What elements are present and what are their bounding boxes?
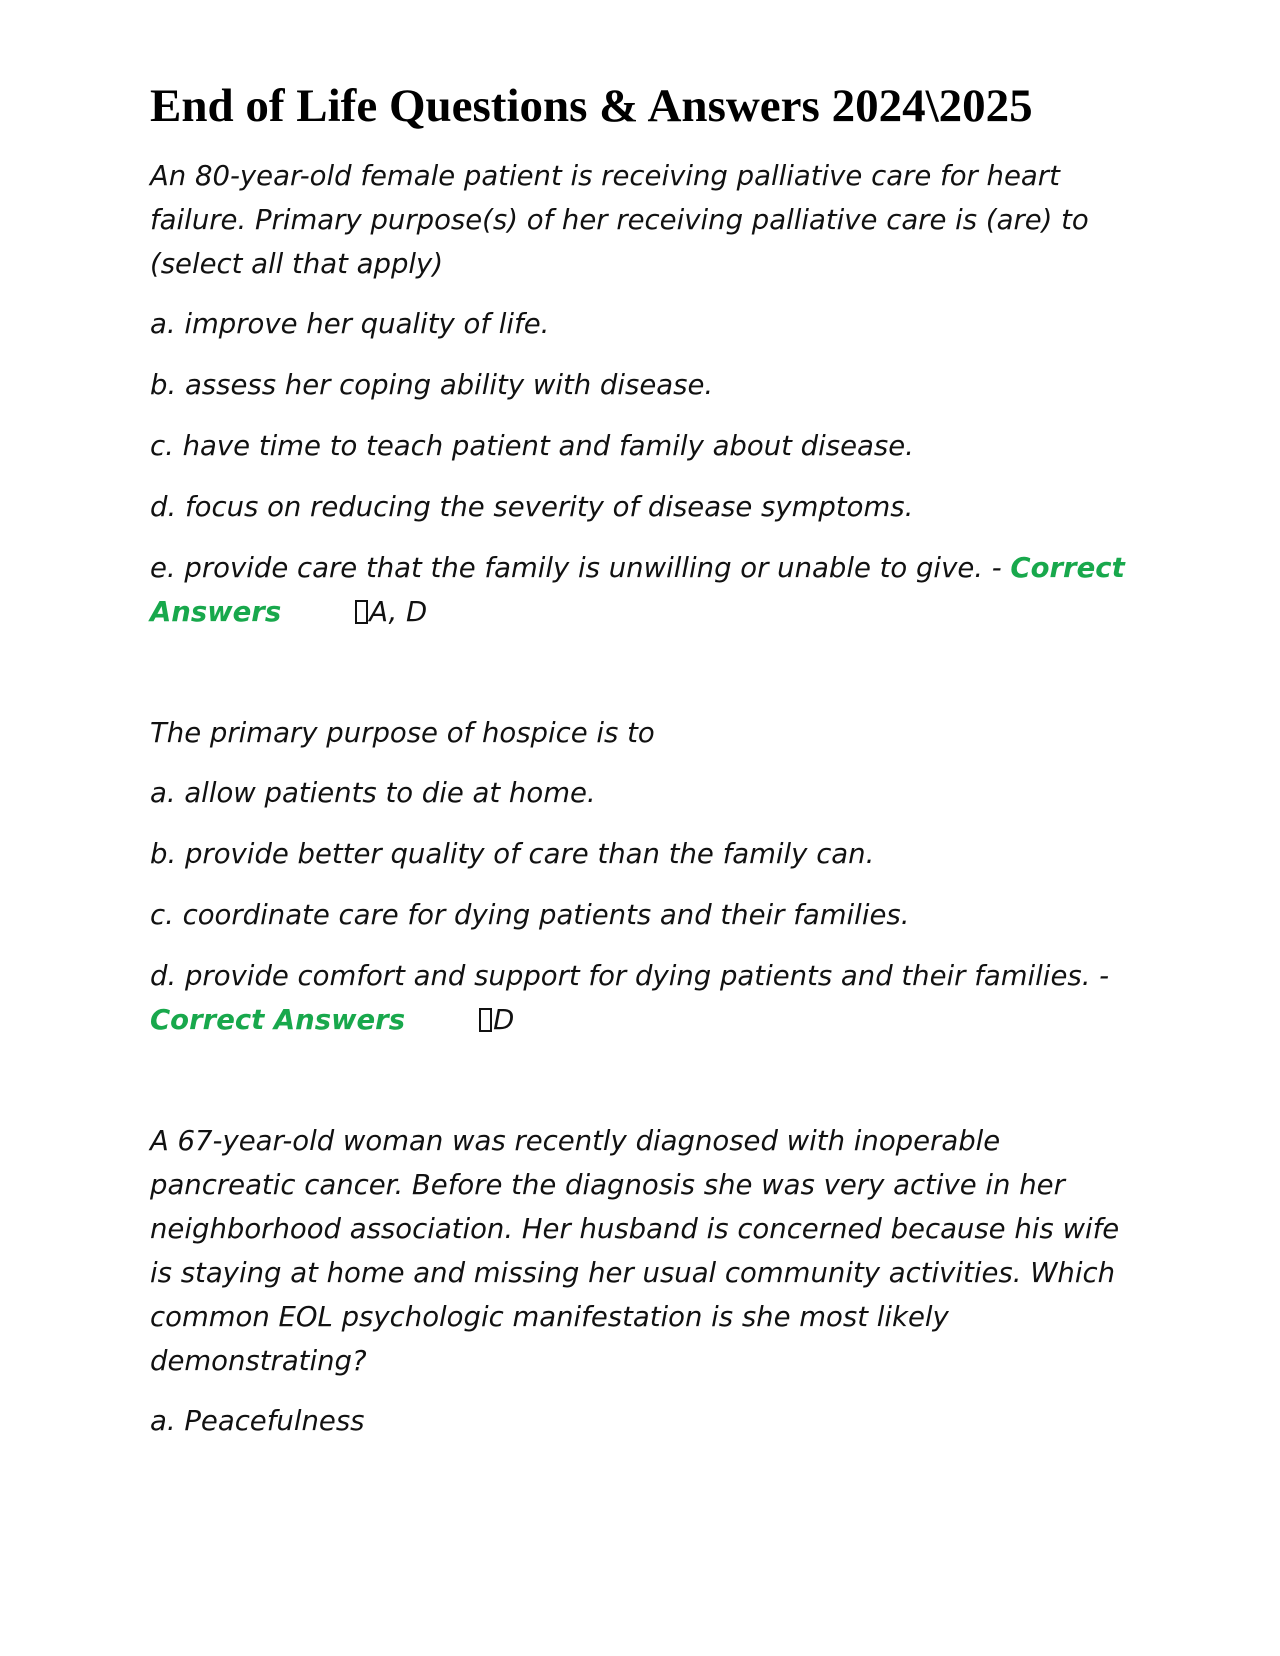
option-e: e. provide care that the family is unwilling or unable to give. - bbox=[150, 552, 1002, 584]
option-c: c. coordinate care for dying patients and their families. bbox=[150, 899, 910, 931]
question-separator bbox=[150, 651, 1140, 711]
question-text: A 67-year-old woman was recently diagnosed with inoperable pancreatic cancer. Before the diagnosis she was very active in her neighborhood association. Her husband is concerned because his wife is staying at home and missing her usual community activities. Which common EOL psychologic manifestation is she most likely demonstrating? bbox=[150, 1125, 1120, 1377]
question-2 bbox=[150, 711, 1140, 1042]
correct-answers-label: Correct Answers bbox=[150, 1004, 406, 1036]
correct-answers-label: Correct Answers bbox=[150, 552, 1125, 628]
option-a: a. improve her quality of life. bbox=[150, 308, 550, 340]
question-3 bbox=[150, 1119, 1140, 1443]
document-page bbox=[150, 72, 1140, 1460]
option-d-with-answer bbox=[150, 954, 1140, 1042]
option-a: a. allow patients to die at home. bbox=[150, 777, 596, 809]
question-separator bbox=[150, 1059, 1140, 1119]
answer-value: A, D bbox=[369, 596, 428, 628]
question-1 bbox=[150, 154, 1140, 634]
question-text: The primary purpose of hospice is to bbox=[150, 717, 655, 749]
option-b: b. assess her coping ability with disease. bbox=[150, 369, 714, 401]
option-b: b. provide better quality of care than the family can. bbox=[150, 838, 875, 870]
option-d: d. provide comfort and support for dying patients and their families. - bbox=[150, 960, 1110, 992]
option-e-with-answer bbox=[150, 546, 1140, 634]
option-c: c. have time to teach patient and family about disease. bbox=[150, 430, 914, 462]
missing-glyph-icon bbox=[355, 600, 368, 624]
document-title: End of Life Questions & Answers 2024\2025 bbox=[150, 80, 1033, 132]
option-d: d. focus on reducing the severity of disease symptoms. bbox=[150, 491, 914, 523]
answer-value: D bbox=[493, 1004, 515, 1036]
option-a: a. Peacefulness bbox=[150, 1405, 365, 1437]
missing-glyph-icon bbox=[479, 1008, 492, 1032]
question-text: An 80-year-old female patient is receiving palliative care for heart failure. Primary purpose(s) of her receiving palliative care is (are) to (select all that apply) bbox=[150, 160, 1089, 280]
